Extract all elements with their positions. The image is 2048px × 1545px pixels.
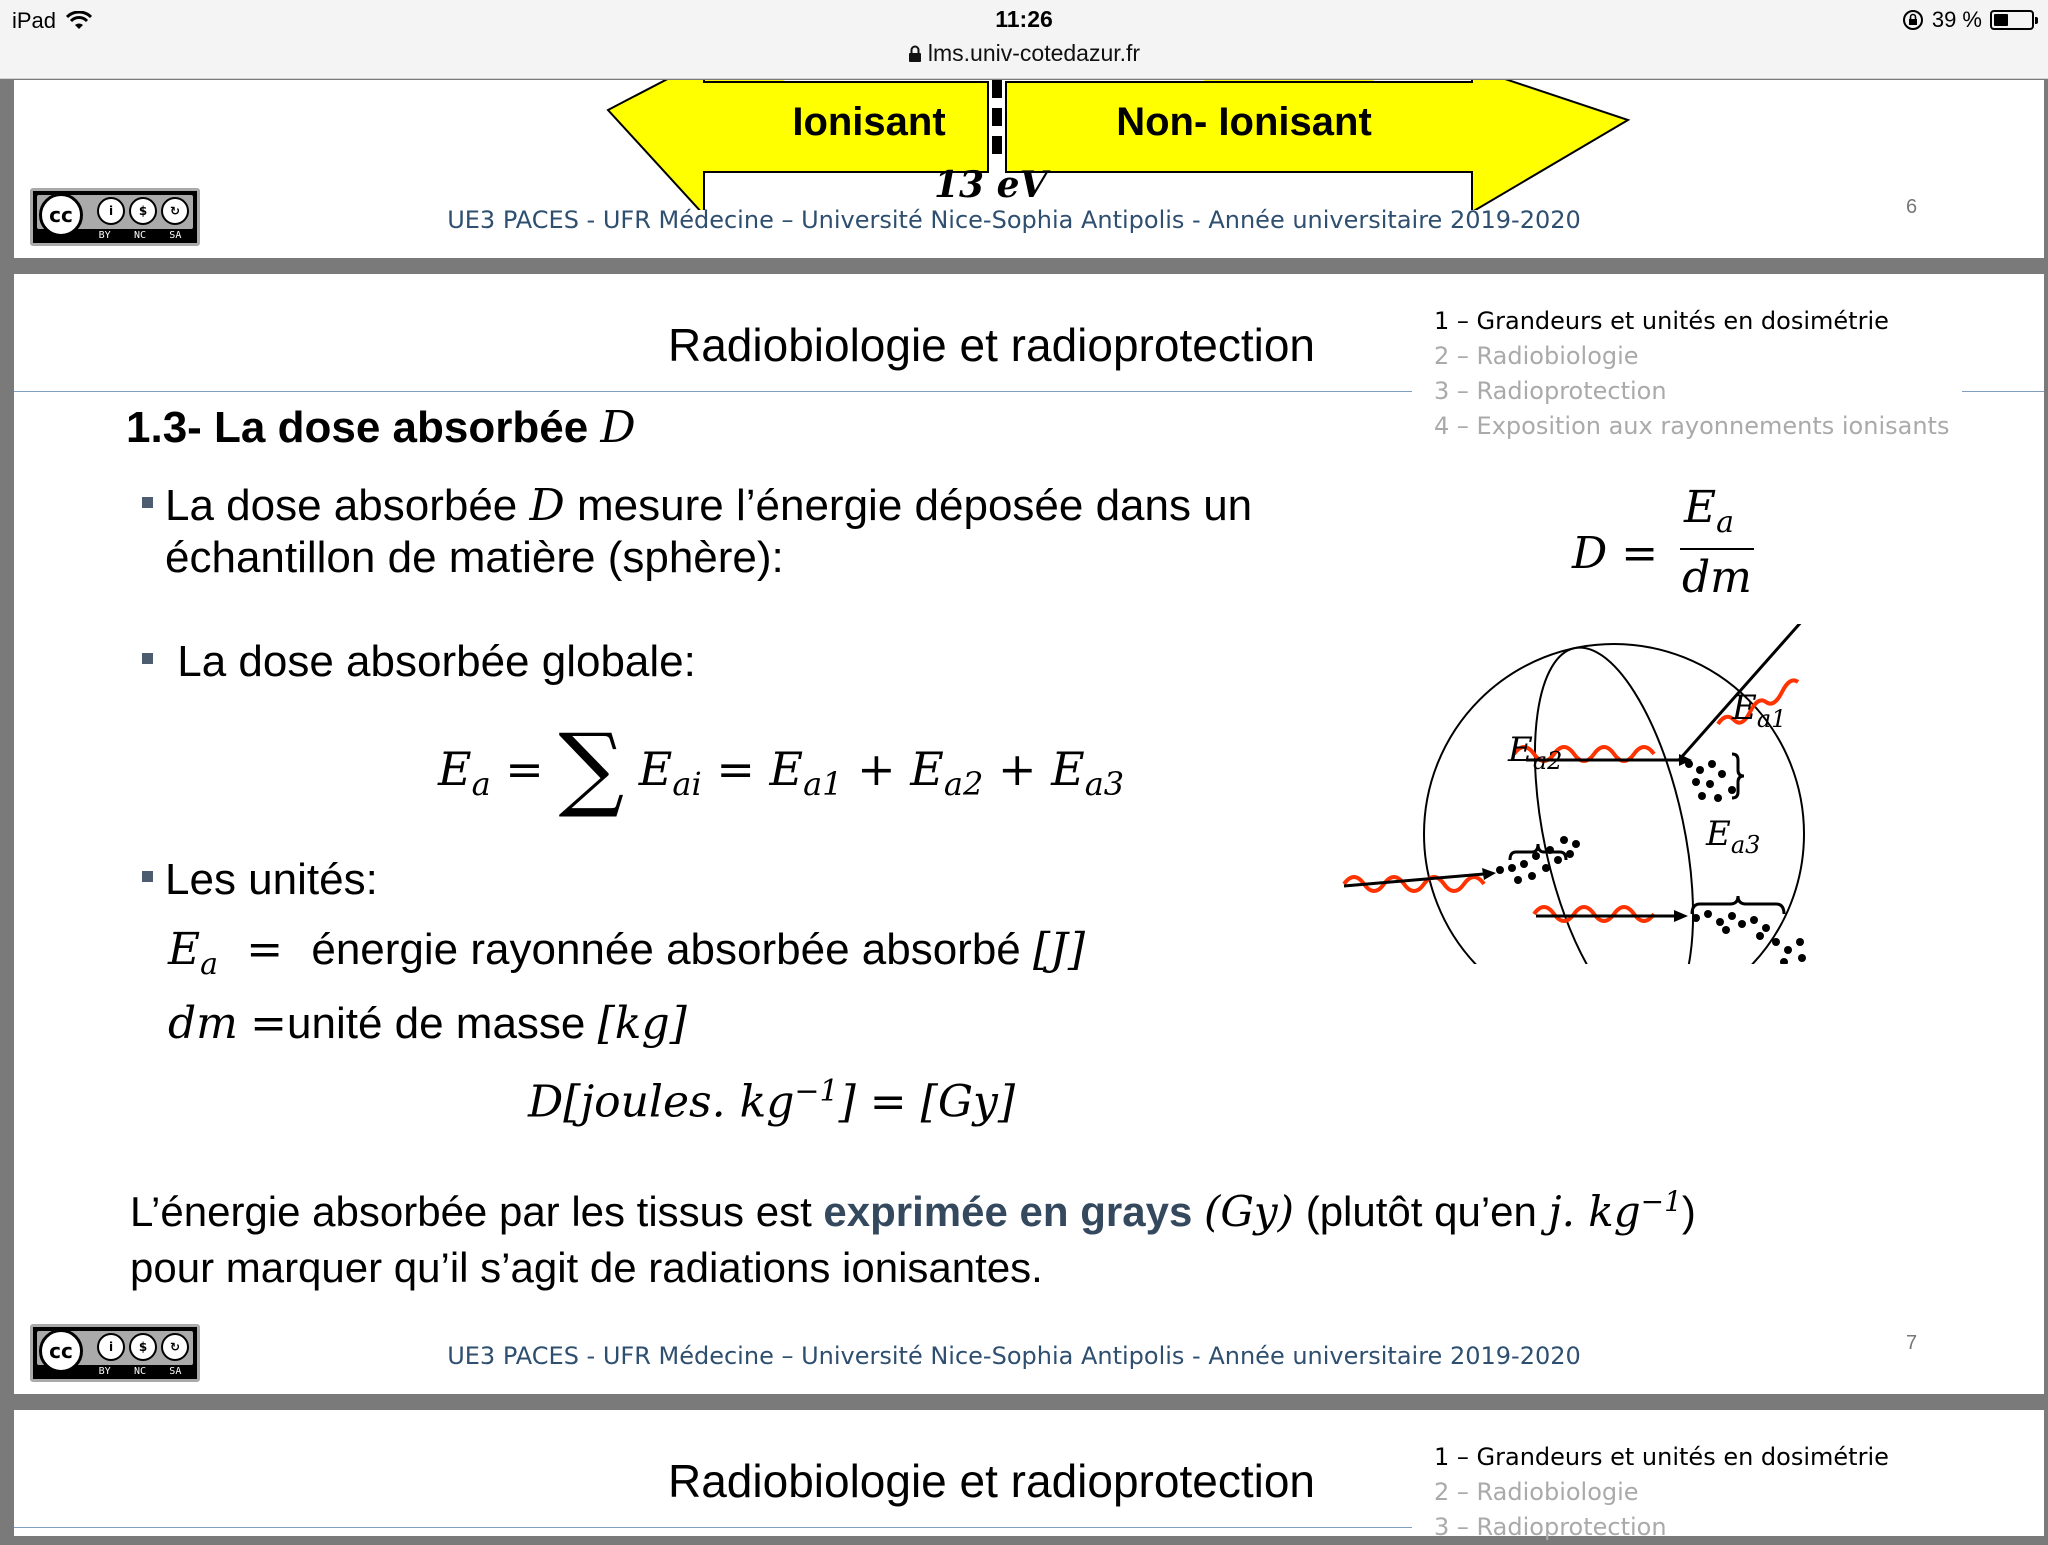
arrow-right-label: Non- Ionisant: [1116, 100, 1372, 144]
title-rule-left: [14, 1527, 1412, 1528]
nav-item-4: 4 – Exposition aux rayonnements ionisants: [1434, 412, 1950, 440]
address-bar[interactable]: [0, 40, 2048, 67]
sa-icon: ↻: [161, 197, 189, 225]
slide-title: Radiobiologie et radioprotection: [668, 319, 1315, 371]
nav-item-1: 1 – Grandeurs et unités en dosimétrie: [1434, 307, 1889, 335]
formula-sum: $E_a$ = ∑ $E_{ai} = E_{a1} + E_{a2} + E_{a3}$: [438, 714, 1125, 821]
by-icon: i: [97, 197, 125, 225]
status-right: [1902, 7, 2034, 33]
battery-icon: [1990, 10, 2034, 30]
cc-icon: cc: [39, 1329, 83, 1373]
nav-item-1: 1 – Grandeurs et unités en dosimétrie: [1434, 1443, 1889, 1471]
slide-nav: [1434, 304, 1949, 444]
slide-title: Radiobiologie et radioprotection: [668, 1455, 1315, 1507]
page-number: 7: [1906, 1332, 1918, 1354]
unit-mass: dm =unité de masse [kg]: [168, 998, 687, 1049]
bullet-units: Les unités:: [142, 854, 378, 906]
status-bar: [0, 0, 2048, 79]
nav-item-3: 3 – Radioprotection: [1434, 377, 1667, 405]
slide-current: Radiobiologie et radioprotection 1 – Grandeurs et unités en dosimétrie 2 – Radiobiologie 3 – Radioprotection 4 – Exposition aux rayonnements ionisants 1.3- La dose absorbée D La dose absorbée D mesure l’énergie déposée dans un échantillon de matière (sphère): D = $E_a$ dm La dose absorbée globale: $E_a$ = ∑ $E_{ai} = E_{a1} + E_{a2} + E_{a3}$ Les unités: $E_a$ = énergie rayonnée absorbée absorbé [J] dm =unité de masse [kg] D[joules. $kg^{-1}] = [Gy]$ L’énergie absorbée par les tissus est exprimée en grays (Gy) (plutôt qu’en j. $kg^{-1}$) pour marquer qu’il s’agit de radiations ionisantes. $E_{a1}$ $E_{a2}$ $E_{a3}$ cc i $ ↻ BY NC SA UE3 PACES - UFR Médecine – Université Nice-Sophia Antipolis - Année universitaire 2019-2020 7: [14, 274, 2044, 1394]
nc-icon: $: [129, 1333, 157, 1361]
clock: 11:26: [995, 6, 1053, 32]
section-heading: 1.3- La dose absorbée D: [126, 402, 636, 453]
device-label: iPad: [12, 8, 57, 33]
sphere-label-a3: $E_{a3}$: [1706, 814, 1761, 859]
rotation-lock-icon: [1902, 9, 1924, 31]
sphere-label-a1: $E_{a1}$: [1732, 688, 1787, 733]
sphere-label-a2: $E_{a2}$: [1508, 730, 1563, 775]
nc-icon: $: [129, 197, 157, 225]
wave-3: [1534, 907, 1654, 921]
cc-license-badge: cc i $ ↻ BY NC SA: [30, 1324, 200, 1382]
cc-license-badge: cc i $ ↻ BY NC SA: [30, 188, 200, 246]
unit-energy: $E_a$ = énergie rayonnée absorbée absorbé [J]: [168, 924, 1085, 982]
cc-icon: cc: [39, 193, 83, 237]
unit-gray: D[joules. $kg^{-1}] = [Gy]$: [528, 1074, 1015, 1128]
sphere-diagram: [1314, 624, 1854, 964]
energy-dots: [1496, 760, 1806, 964]
battery-percent: 39 %: [1931, 7, 1982, 32]
slide-previous: [14, 80, 2044, 258]
sa-icon: ↻: [161, 1333, 189, 1361]
nav-item-2: 2 – Radiobiologie: [1434, 1478, 1639, 1506]
url-text: lms.univ-cotedazur.fr: [927, 40, 1141, 66]
nav-item-2: 2 – Radiobiologie: [1434, 342, 1639, 370]
nav-item-3: 3 – Radioprotection: [1434, 1513, 1667, 1541]
title-rule-left: [14, 391, 1412, 392]
slide-next: [14, 1410, 2044, 1541]
conclusion-text: L’énergie absorbée par les tissus est exprimée en grays (Gy) (plutôt qu’en j. $kg^{-1}$) pour marquer qu’il s’agit de radiations ionisantes.: [130, 1185, 1696, 1291]
lock-icon: [908, 45, 922, 63]
threshold-label: 13 eV: [934, 164, 1048, 206]
bullet-global-dose: La dose absorbée globale:: [142, 636, 696, 688]
slide-footer: UE3 PACES - UFR Médecine – Université Nice-Sophia Antipolis - Année universitaire 2019-2020: [447, 206, 1581, 234]
title-rule-right: [1962, 391, 2044, 392]
slide-footer: UE3 PACES - UFR Médecine – Université Nice-Sophia Antipolis - Année universitaire 2019-2020: [447, 1342, 1581, 1370]
by-icon: i: [97, 1333, 125, 1361]
bullet-definition: La dose absorbée D mesure l’énergie déposée dans un échantillon de matière (sphère):: [142, 480, 1252, 584]
page-number: 6: [1906, 196, 1918, 218]
arrow-left-label: Ionisant: [792, 100, 946, 144]
slide-nav: [1434, 1440, 1889, 1545]
